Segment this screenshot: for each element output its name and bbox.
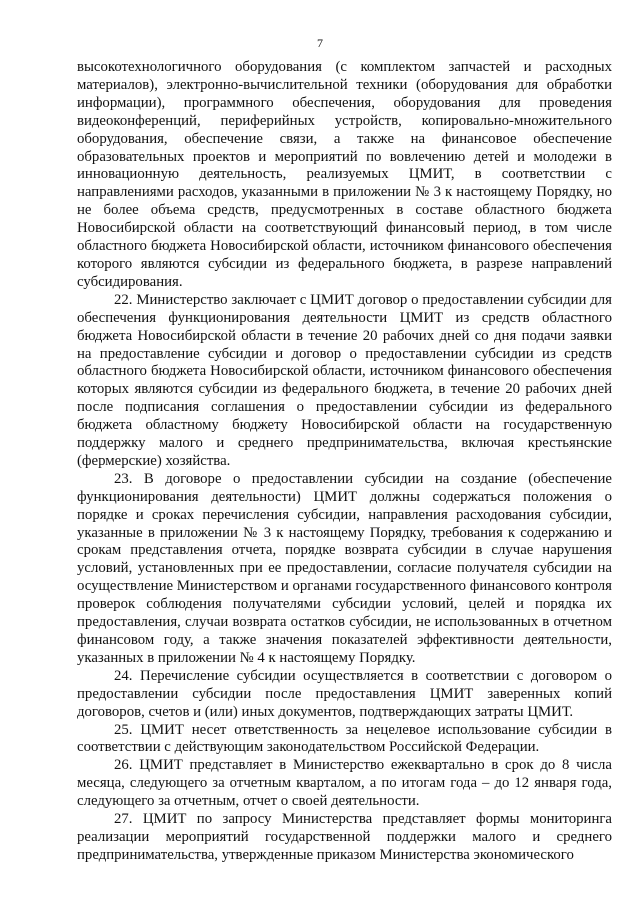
paragraph-26: 26. ЦМИТ представляет в Министерство ежеквартально в срок до 8 числа месяца, следующего за отчетным кварталом, а по итогам года – до 12 января года, следующего за отчетным, отчет о своей деятельности.	[77, 757, 612, 810]
paragraph-24: 24. Перечисление субсидии осуществляется в соответствии с договором о предоставлении субсидии после предоставления ЦМИТ заверенных копий договоров, счетов и (или) иных документов, подтверждающих затраты ЦМИТ.	[77, 667, 612, 720]
paragraph-continuation: высокотехнологичного оборудования (с комплектом запчастей и расходных материалов), электронно-вычислительной техники (оборудования для обработки информации), программного обеспечения, оборудования для проведения видеоконференций, периферийных устройств, копировально-множительного оборудования, обеспечение связи, а также на финансовое обеспечение образовательных проектов и мероприятий по вовлечению детей и молодежи в инновационную деятельность, реализуемых ЦМИТ, в соответствии с направлениями расходов, указанными в приложении № 3 к настоящему Порядку, но не более объема средств, предусмотренных в составе областного бюджета Новосибирской области на соответствующий финансовый период, в том числе областного бюджета Новосибирской области, источником финансового обеспечения которого являются субсидии из федерального бюджета, в разрезе направлений субсидирования.	[77, 59, 612, 290]
paragraph-22: 22. Министерство заключает с ЦМИТ договор о предоставлении субсидии для обеспечения функционирования деятельности ЦМИТ из средств областного бюджета Новосибирской области в течение 20 рабочих дней со дня подачи заявки на предоставление субсидии и договор о предоставлении субсидии из средств областного бюджета Новосибирской области, источником финансового обеспечения которых являются субсидии из федерального бюджета, в течение 20 рабочих дней после подписания соглашения о предоставлении субсидии из федерального бюджета областному бюджету Новосибирской области на государственную поддержку малого и среднего предпринимательства, включая крестьянские (фермерские) хозяйства.	[77, 291, 612, 469]
page-number: 7	[317, 36, 323, 50]
paragraph-27: 27. ЦМИТ по запросу Министерства представляет формы мониторинга реализации мероприятий государственной поддержки малого и среднего предпринимательства, утвержденные приказом Министерства экономического	[77, 811, 612, 863]
document-body	[77, 59, 612, 865]
paragraph-25: 25. ЦМИТ несет ответственность за нецелевое использование субсидии в соответствии с действующим законодательством Российской Федерации.	[77, 721, 612, 756]
paragraph-23: 23. В договоре о предоставлении субсидии на создание (обеспечение функционирования деятельности) ЦМИТ должны содержаться положения о порядке и сроках перечисления субсидии, направления расходования субсидии, указанные в приложении № 3 к настоящему Порядку, требования к содержанию и срокам представления отчета, порядке возврата субсидии в случае нарушения условий, установленных при ее предоставлении, согласие получателя субсидии на осуществление Министерством и органами государственного финансового контроля проверок соблюдения получателями субсидии условий, целей и порядка их предоставления, случаи возврата остатков субсидии, не использованных в отчетном финансовом году, а также значения показателей эффективности деятельности, указанных в приложении № 4 к настоящему Порядку.	[77, 470, 612, 666]
